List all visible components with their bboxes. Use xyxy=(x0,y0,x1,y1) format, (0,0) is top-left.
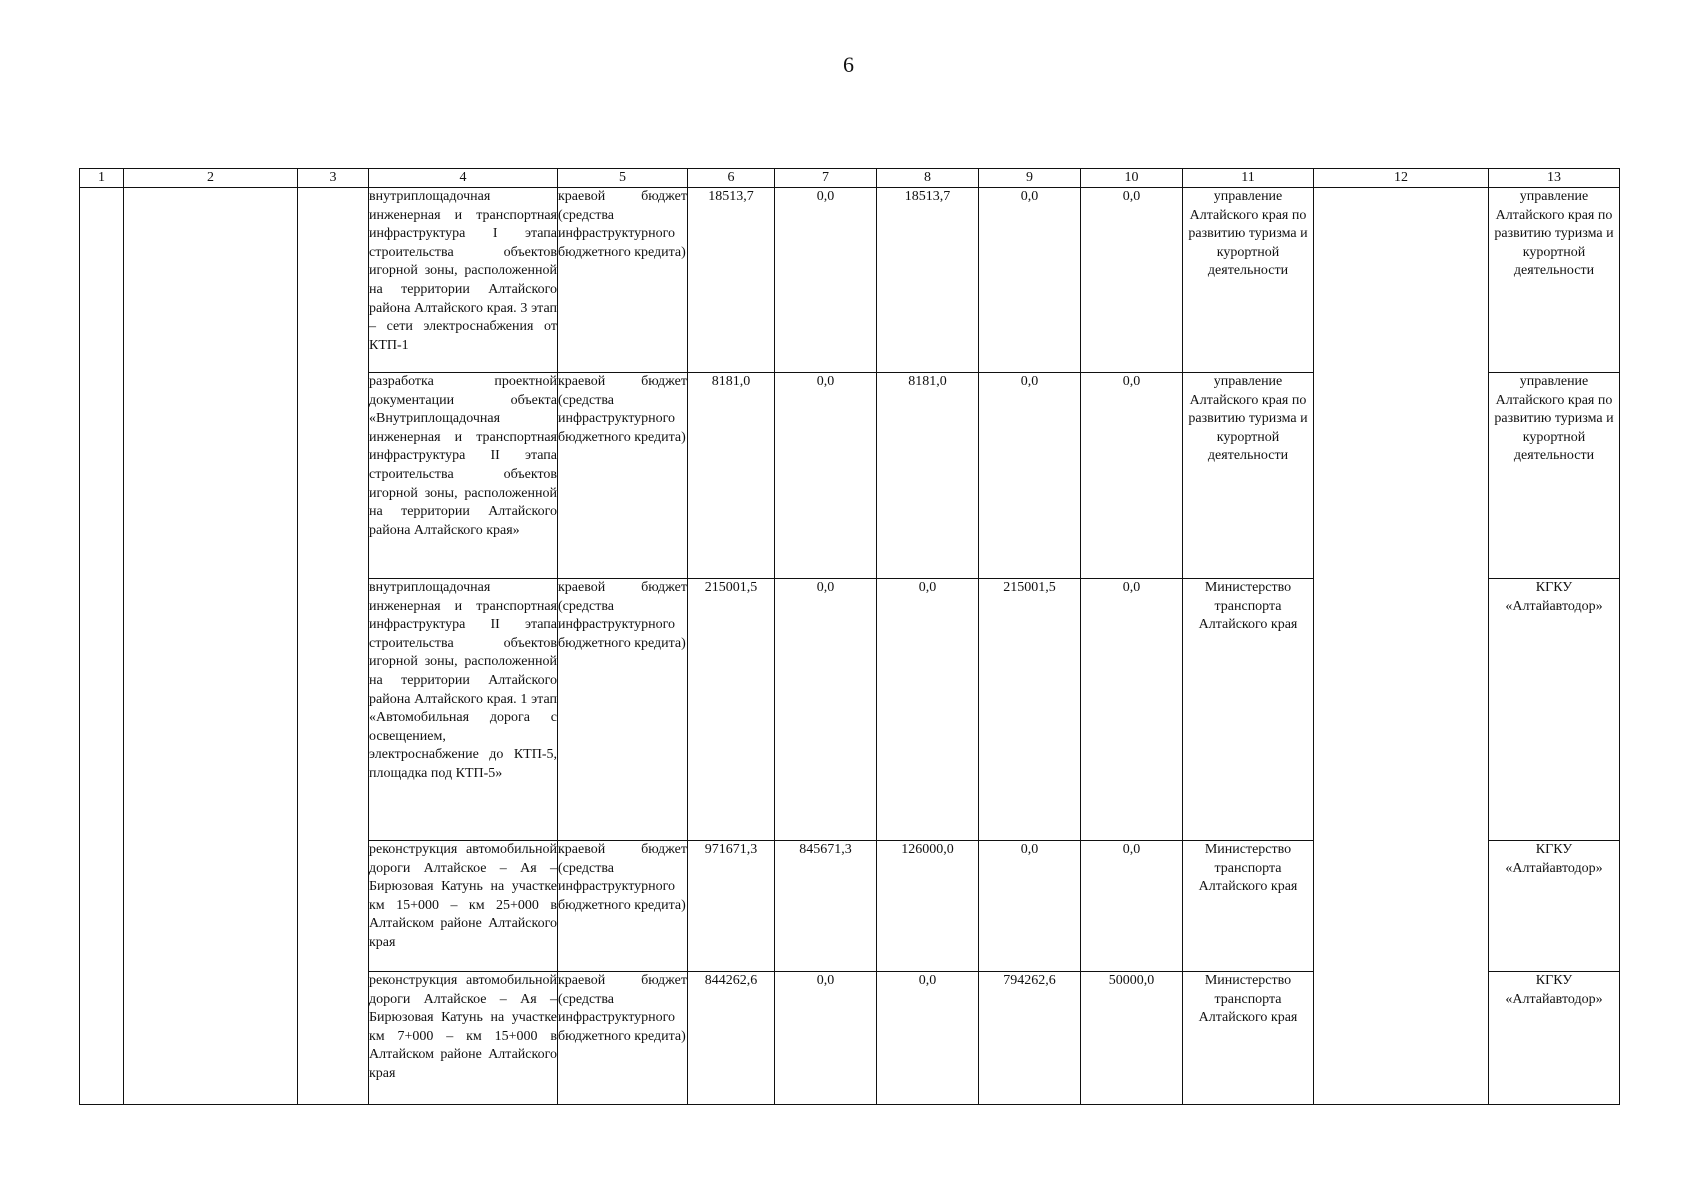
funding-source: краевой бюджет (средства инфраструктурного бюджетного кредита) xyxy=(558,579,688,841)
column-header-1: 1 xyxy=(80,169,124,188)
column-header-5: 5 xyxy=(558,169,688,188)
program-table xyxy=(79,168,1620,1105)
amount-col-7: 845671,3 xyxy=(775,841,877,972)
responsible-org: Министерство транспорта Алтайского края xyxy=(1183,972,1314,1105)
event-description: реконструкция автомобильной дороги Алтайское – Ая – Бирюзовая Катунь на участке км 7+000 – км 15+000 в Алтайском районе Алтайского края xyxy=(369,972,558,1105)
amount-col-8: 0,0 xyxy=(877,579,979,841)
amount-col-10: 0,0 xyxy=(1081,373,1183,579)
cell-col-3 xyxy=(298,188,369,1105)
amount-col-7: 0,0 xyxy=(775,972,877,1105)
cell-col-12 xyxy=(1314,188,1489,1105)
executor-org: управление Алтайского края по развитию туризма и курортной деятельности xyxy=(1489,188,1620,373)
amount-col-8: 8181,0 xyxy=(877,373,979,579)
amount-col-9: 794262,6 xyxy=(979,972,1081,1105)
amount-col-8: 0,0 xyxy=(877,972,979,1105)
column-header-3: 3 xyxy=(298,169,369,188)
executor-org: КГКУ «Алтайавтодор» xyxy=(1489,579,1620,841)
cell-col-2 xyxy=(124,188,298,1105)
column-header-13: 13 xyxy=(1489,169,1620,188)
amount-col-7: 0,0 xyxy=(775,579,877,841)
funding-source: краевой бюджет (средства инфраструктурного бюджетного кредита) xyxy=(558,972,688,1105)
column-header-7: 7 xyxy=(775,169,877,188)
amount-col-9: 0,0 xyxy=(979,373,1081,579)
column-header-11: 11 xyxy=(1183,169,1314,188)
amount-col-9: 0,0 xyxy=(979,841,1081,972)
amount-col-8: 18513,7 xyxy=(877,188,979,373)
table-row xyxy=(80,188,1620,373)
amount-col-10: 50000,0 xyxy=(1081,972,1183,1105)
amount-col-7: 0,0 xyxy=(775,188,877,373)
executor-org: КГКУ «Алтайавтодор» xyxy=(1489,972,1620,1105)
page-number: 6 xyxy=(843,52,854,77)
event-description: внутриплощадочная инженерная и транспортная инфраструктура I этапа строительства объектов игорной зоны, расположенной на территории Алтайского района Алтайского края. 3 этап – сети электроснабжения от КТП-1 xyxy=(369,188,558,373)
column-header-2: 2 xyxy=(124,169,298,188)
column-header-6: 6 xyxy=(688,169,775,188)
amount-col-10: 0,0 xyxy=(1081,841,1183,972)
event-description: разработка проектной документации объекта «Внутриплощадочная инженерная и транспортная инфраструктура II этапа строительства объектов игорной зоны, расположенной на территории Алтайского района Алтайского края» xyxy=(369,373,558,579)
total-amount: 971671,3 xyxy=(688,841,775,972)
total-amount: 18513,7 xyxy=(688,188,775,373)
funding-source: краевой бюджет (средства инфраструктурного бюджетного кредита) xyxy=(558,841,688,972)
cell-col-1 xyxy=(80,188,124,1105)
total-amount: 844262,6 xyxy=(688,972,775,1105)
column-header-12: 12 xyxy=(1314,169,1489,188)
responsible-org: Министерство транспорта Алтайского края xyxy=(1183,841,1314,972)
total-amount: 8181,0 xyxy=(688,373,775,579)
column-header-4: 4 xyxy=(369,169,558,188)
event-description: внутриплощадочная инженерная и транспортная инфраструктура II этапа строительства объектов игорной зоны, расположенной на территории Алтайского района Алтайского края. 1 этап «Автомобильная дорога с освещением, электроснабжение до КТП-5, площадка под КТП-5» xyxy=(369,579,558,841)
column-header-9: 9 xyxy=(979,169,1081,188)
executor-org: управление Алтайского края по развитию туризма и курортной деятельности xyxy=(1489,373,1620,579)
amount-col-7: 0,0 xyxy=(775,373,877,579)
column-header-8: 8 xyxy=(877,169,979,188)
event-description: реконструкция автомобильной дороги Алтайское – Ая – Бирюзовая Катунь на участке км 15+000 – км 25+000 в Алтайском районе Алтайского края xyxy=(369,841,558,972)
executor-org: КГКУ «Алтайавтодор» xyxy=(1489,841,1620,972)
column-header-10: 10 xyxy=(1081,169,1183,188)
total-amount: 215001,5 xyxy=(688,579,775,841)
funding-source: краевой бюджет (средства инфраструктурного бюджетного кредита) xyxy=(558,188,688,373)
amount-col-9: 215001,5 xyxy=(979,579,1081,841)
amount-col-10: 0,0 xyxy=(1081,579,1183,841)
responsible-org: управление Алтайского края по развитию туризма и курортной деятельности xyxy=(1183,188,1314,373)
amount-col-8: 126000,0 xyxy=(877,841,979,972)
column-number-row xyxy=(80,169,1620,188)
responsible-org: Министерство транспорта Алтайского края xyxy=(1183,579,1314,841)
funding-source: краевой бюджет (средства инфраструктурного бюджетного кредита) xyxy=(558,373,688,579)
amount-col-10: 0,0 xyxy=(1081,188,1183,373)
responsible-org: управление Алтайского края по развитию туризма и курортной деятельности xyxy=(1183,373,1314,579)
amount-col-9: 0,0 xyxy=(979,188,1081,373)
